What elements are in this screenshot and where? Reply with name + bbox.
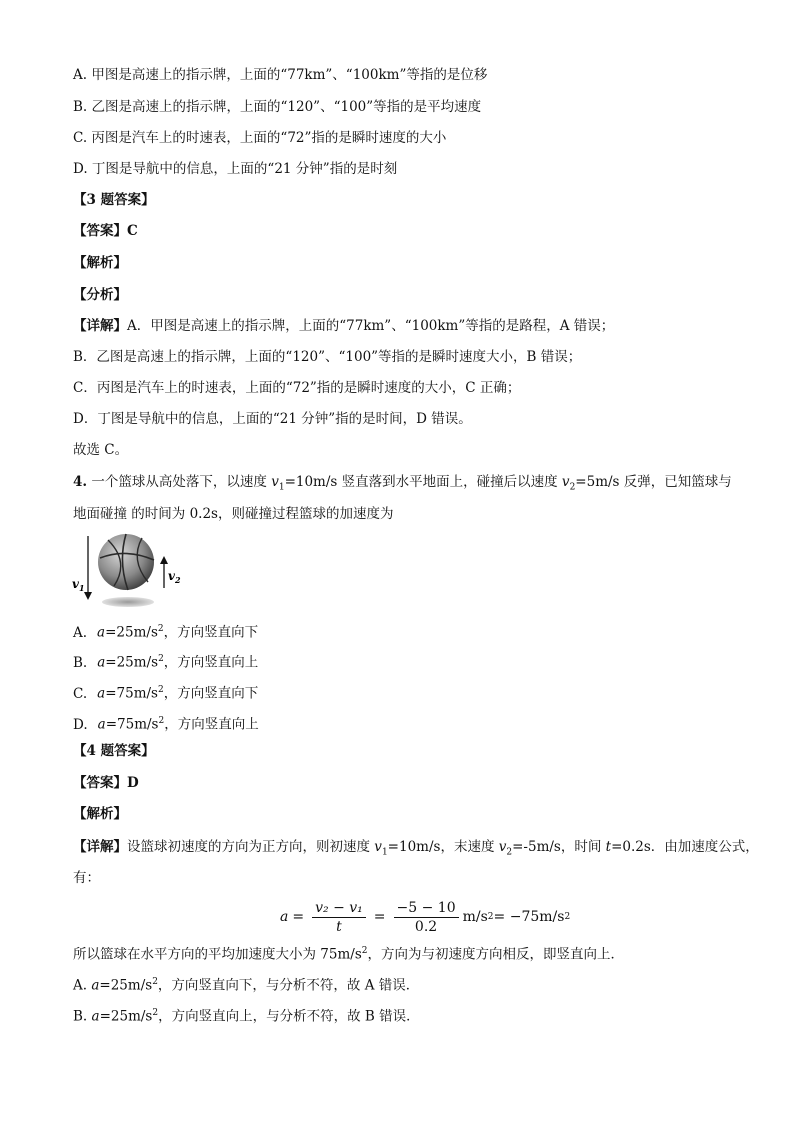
q3-answer bbox=[73, 222, 138, 240]
answer-label: 【答案】 bbox=[73, 775, 127, 791]
detail-label: 【详解】 bbox=[73, 318, 127, 334]
answer-label: 【答案】 bbox=[73, 223, 127, 239]
formula-unit: m/s bbox=[462, 909, 488, 925]
basketball-figure bbox=[70, 530, 190, 610]
verdict-text: ，方向竖直向下，与分析不符，故 A 错误． bbox=[157, 977, 420, 994]
option-sup: 2 bbox=[158, 654, 164, 664]
verdict-value: =25m/s bbox=[99, 977, 153, 994]
q4-stem-line2: 地面碰撞 的时间为 0.2s，则碰撞过程篮球的加速度为 bbox=[73, 506, 394, 522]
stem-text: =5m/s 反弹，已知篮球与 bbox=[575, 474, 732, 490]
v2-symbol: v bbox=[561, 474, 570, 490]
option-sup: 2 bbox=[157, 685, 164, 695]
acceleration-formula bbox=[280, 895, 570, 939]
option-value: =75m/s bbox=[105, 716, 159, 733]
a-symbol: a bbox=[97, 654, 106, 671]
formula-equals: = bbox=[292, 909, 305, 925]
formula-fraction-numeric bbox=[394, 899, 459, 936]
option-letter: A. bbox=[73, 624, 88, 641]
verdict-letter: A. bbox=[73, 977, 92, 994]
q4-verdict-a bbox=[73, 973, 419, 995]
formula-lhs: a bbox=[280, 909, 289, 925]
v1-symbol: v bbox=[271, 474, 279, 490]
detail-text: 设篮球初速度的方向为正方向，则初速度 bbox=[127, 839, 375, 855]
q3-detail-c: C．丙图是汽车上的时速表，上面的“72”指的是瞬时速度的大小，C 正确； bbox=[73, 380, 521, 396]
option-direction: ，方向竖直向上 bbox=[164, 716, 259, 733]
a-symbol: a bbox=[97, 685, 106, 702]
option-direction: ，方向竖直向下 bbox=[163, 624, 259, 641]
q3-conclusion: 故选 C。 bbox=[73, 442, 129, 458]
detail-label: 【详解】 bbox=[73, 839, 127, 855]
q3-option-b: B. 乙图是高速上的指示牌，上面的“120”、“100”等指的是平均速度 bbox=[73, 99, 482, 115]
v1-subscript: 1 bbox=[278, 482, 285, 493]
option-value: =25m/s bbox=[105, 654, 159, 671]
detail-text: =0.2s．由加速度公式， bbox=[611, 839, 759, 855]
option-value: =75m/s bbox=[105, 685, 158, 702]
a-symbol: a bbox=[97, 716, 106, 733]
v2-up-arrow bbox=[160, 556, 168, 588]
option-sup: 2 bbox=[157, 624, 164, 634]
v2-subscript: 2 bbox=[506, 847, 513, 858]
fraction-numerator: −5 − 10 bbox=[394, 899, 459, 918]
verdict-sup: 2 bbox=[152, 1008, 159, 1018]
verdict-text: ，方向竖直向上，与分析不符，故 B 错误． bbox=[158, 1008, 420, 1025]
summary-sup: 2 bbox=[361, 946, 368, 956]
q3-detail-d: D．丁图是导航中的信息，上面的“21 分钟”指的是时间，D 错误。 bbox=[73, 411, 472, 427]
basketball-image bbox=[98, 534, 154, 590]
formula-result-sup: 2 bbox=[564, 912, 571, 922]
fraction-denominator: 0.2 bbox=[414, 918, 438, 935]
q4-summary bbox=[73, 942, 624, 964]
q4-section-heading: 【4 题答案】 bbox=[73, 743, 155, 759]
q4-analysis-label: 【解析】 bbox=[73, 806, 127, 822]
formula-fraction-symbolic bbox=[312, 899, 366, 936]
fraction-denominator: t bbox=[336, 918, 342, 935]
q4-stem-line1 bbox=[73, 473, 732, 497]
option-letter: D. bbox=[73, 716, 88, 733]
verdict-letter: B. bbox=[73, 1008, 92, 1025]
ball-shadow bbox=[102, 597, 154, 607]
q4-detail-line2: 有： bbox=[73, 870, 100, 886]
a-symbol: a bbox=[97, 624, 106, 641]
option-value: =25m/s bbox=[105, 624, 158, 641]
detail-text: =-5m/s，时间 bbox=[512, 839, 606, 855]
question-number: 4. bbox=[73, 474, 88, 490]
q3-option-c: C. 丙图是汽车上的时速表，上面的“72”指的是瞬时速度的大小 bbox=[73, 130, 447, 146]
answer-value: D bbox=[127, 775, 139, 791]
q4-option-c bbox=[73, 681, 258, 703]
q3-detail-a bbox=[73, 317, 614, 335]
v2-label: $v_2$ bbox=[168, 569, 181, 585]
formula-result: = −75m/s bbox=[493, 909, 565, 925]
fraction-numerator: v₂ − v₁ bbox=[312, 899, 366, 918]
q3-section-heading: 【3 题答案】 bbox=[73, 192, 155, 208]
q4-answer bbox=[73, 774, 139, 792]
stem-text: 一个篮球从高处落下，以速度 bbox=[87, 474, 272, 490]
q4-detail-line1 bbox=[73, 838, 759, 862]
q3-analysis-label: 【解析】 bbox=[73, 255, 127, 271]
q4-option-b bbox=[73, 650, 258, 672]
q3-option-d: D. 丁图是导航中的信息，上面的“21 分钟”指的是时刻 bbox=[73, 161, 398, 177]
q4-verdict-b bbox=[73, 1004, 420, 1026]
v1-label: $v_1$ bbox=[72, 577, 85, 593]
a-symbol: a bbox=[91, 1008, 100, 1025]
formula-equals: = bbox=[373, 909, 386, 925]
formula-unit-sup: 2 bbox=[487, 912, 494, 922]
option-letter: B. bbox=[73, 654, 88, 671]
verdict-value: =25m/s bbox=[99, 1008, 153, 1025]
a-symbol: a bbox=[91, 977, 100, 994]
detail-text: A．甲图是高速上的指示牌，上面的“77km”、“100km”等指的是路程，A 错误； bbox=[127, 318, 615, 334]
v2-subscript: 2 bbox=[569, 482, 576, 493]
q3-option-a: A. 甲图是高速上的指示牌，上面的“77km”、“100km”等指的是位移 bbox=[73, 67, 488, 83]
q4-option-a bbox=[73, 620, 258, 642]
v1-symbol: v bbox=[374, 839, 382, 855]
summary-text: 所以篮球在水平方向的平均加速度大小为 75m/s bbox=[73, 946, 362, 963]
option-sup: 2 bbox=[158, 716, 165, 726]
stem-text: =10m/s 竖直落到水平地面上，碰撞后以速度 bbox=[284, 474, 562, 490]
v1-subscript: 1 bbox=[381, 847, 388, 858]
q3-fenxi-label: 【分析】 bbox=[73, 287, 127, 303]
q4-option-d bbox=[73, 712, 259, 734]
v2-symbol: v bbox=[498, 839, 507, 855]
answer-value: C bbox=[127, 223, 138, 239]
option-letter: C. bbox=[73, 685, 88, 702]
verdict-sup: 2 bbox=[152, 977, 158, 987]
option-direction: ，方向竖直向上 bbox=[163, 654, 259, 671]
detail-text: =10m/s，末速度 bbox=[387, 839, 499, 855]
t-symbol: t bbox=[605, 839, 612, 855]
summary-text: ，方向为与初速度方向相反，即竖直向上． bbox=[367, 946, 624, 963]
option-direction: ，方向竖直向下 bbox=[163, 685, 259, 702]
q3-detail-b: B．乙图是高速上的指示牌，上面的“120”、“100”等指的是瞬时速度大小，B 错误； bbox=[73, 349, 582, 365]
v1-down-arrow bbox=[84, 536, 92, 600]
